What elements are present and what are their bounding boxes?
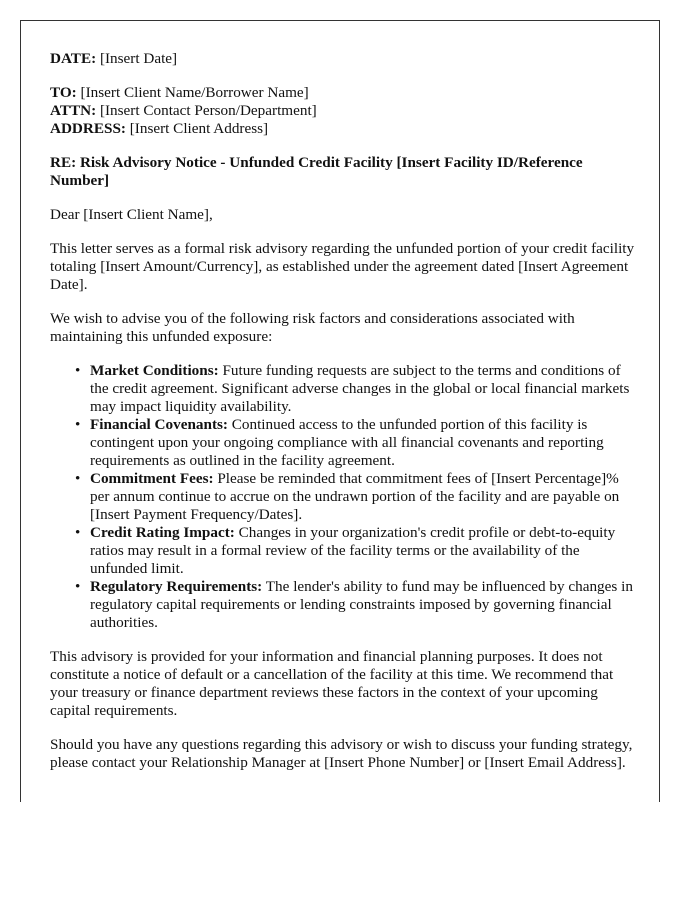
risk-factor-item (75, 416, 635, 470)
recipient-block (50, 84, 635, 138)
salutation: Dear [Insert Client Name], (50, 206, 213, 223)
attn-label: ATTN: (50, 102, 97, 119)
disclaimer-paragraph: This advisory is provided for your information and financial planning purposes. It does not constitute a notice of default or a cancellation of the facility at this time. We recommend that your treasury or finance department reviews these factors in the context of your upcoming capital requirements. (50, 648, 614, 719)
bullet-icon: • (75, 416, 81, 433)
attn-line (50, 102, 635, 120)
risk-factor-item (75, 578, 635, 632)
bullet-icon: • (75, 470, 81, 487)
bullet-icon: • (75, 362, 81, 379)
address-value: [Insert Client Address] (129, 120, 269, 137)
risk-factor-item (75, 524, 635, 578)
risk-factor-item (75, 470, 635, 524)
date-value: [Insert Date] (99, 50, 178, 67)
to-line (50, 84, 635, 102)
risk-factor-text: The lender's ability to fund may be influenced by changes in regulatory capital requirements or lending constraints imposed by governing financial authorities. (90, 578, 633, 631)
attn-value: [Insert Contact Person/Department] (99, 102, 317, 119)
address-label: ADDRESS: (50, 120, 126, 137)
risk-factor-text: Please be reminded that commitment fees of [Insert Percentage]% per annum continue to accrue on the undrawn portion of the facility and are payable on [Insert Payment Frequency/Dates]. (90, 470, 620, 523)
to-value: [Insert Client Name/Borrower Name] (80, 84, 309, 101)
risk-factor-list (50, 362, 635, 632)
risk-factor-text: Future funding requests are subject to the terms and conditions of the credit agreement. Significant adverse changes in the global or local financial markets may impact liquidity availability. (90, 362, 630, 415)
risk-factor-text: Continued access to the unfunded portion of this facility is contingent upon your ongoing compliance with all financial covenants and reporting requirements as outlined in the facility agreement. (90, 416, 604, 469)
letter-page (20, 20, 660, 802)
address-line (50, 120, 635, 138)
risk-factor-item (75, 362, 635, 416)
bullet-icon: • (75, 524, 81, 541)
to-label: TO: (50, 84, 77, 101)
subject-line (50, 154, 635, 190)
bullet-icon: • (75, 578, 81, 595)
risk-factor-title: Market Conditions: (90, 362, 219, 379)
risk-factor-title: Regulatory Requirements: (90, 578, 263, 595)
risk-factor-title: Financial Covenants: (90, 416, 228, 433)
date-label: DATE: (50, 50, 97, 67)
contact-paragraph: Should you have any questions regarding this advisory or wish to discuss your funding strategy, please contact your Relationship Manager at [Insert Phone Number] or [Insert Email Address]. (50, 736, 633, 771)
date-line (50, 50, 635, 68)
list-intro-paragraph: We wish to advise you of the following risk factors and considerations associated with maintaining this unfunded exposure: (50, 310, 575, 345)
intro-paragraph: This letter serves as a formal risk advisory regarding the unfunded portion of your credit facility totaling [Insert Amount/Currency], as established under the agreement dated [Insert Agreement Date]. (50, 240, 635, 293)
risk-factor-title: Commitment Fees: (90, 470, 214, 487)
risk-factor-text: Changes in your organization's credit profile or debt-to-equity ratios may result in a formal review of the facility terms or the availability of the unfunded limit. (90, 524, 616, 577)
letter-content (50, 50, 635, 788)
risk-factor-title: Credit Rating Impact: (90, 524, 235, 541)
subject-text: RE: Risk Advisory Notice - Unfunded Credit Facility [Insert Facility ID/Reference Number] (50, 154, 583, 189)
